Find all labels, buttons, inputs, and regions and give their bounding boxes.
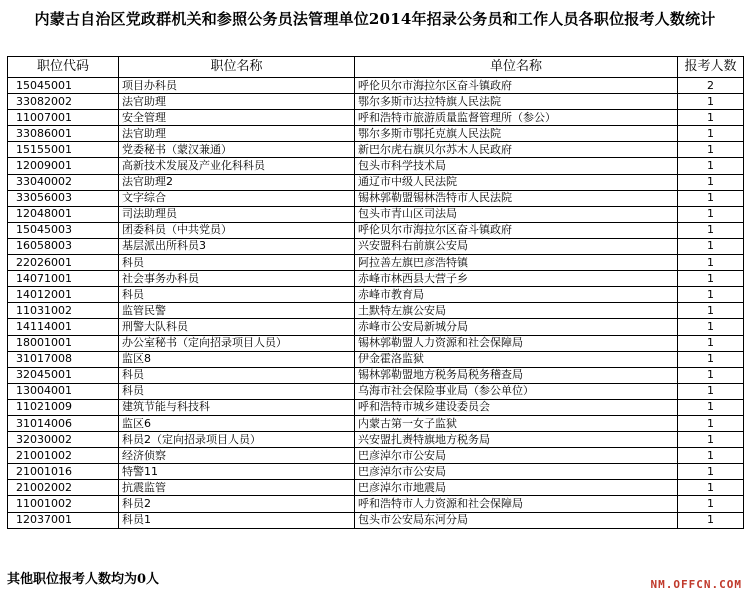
unit-name-cell: 鄂尔多斯市鄂托克旗人民法院 <box>355 126 678 142</box>
table-row <box>8 287 744 303</box>
header-applicant-count: 报考人数 <box>678 57 744 78</box>
unit-name-cell: 赤峰市林西县大营子乡 <box>355 271 678 287</box>
position-code-cell: 12009001 <box>8 158 119 174</box>
unit-name-cell: 呼和浩特市城乡建设委员会 <box>355 399 678 415</box>
position-name-cell: 法官助理 <box>119 94 355 110</box>
position-name-cell: 监区8 <box>119 351 355 367</box>
unit-name-cell: 内蒙古第一女子监狱 <box>355 415 678 431</box>
applicant-count-cell: 1 <box>678 303 744 319</box>
position-name-cell: 社会事务办科员 <box>119 271 355 287</box>
table-row <box>8 383 744 399</box>
table-row <box>8 335 744 351</box>
position-code-cell: 16058003 <box>8 238 119 254</box>
table-row <box>8 94 744 110</box>
position-code-cell: 14071001 <box>8 271 119 287</box>
position-name-cell: 科员2（定向招录项目人员） <box>119 432 355 448</box>
position-name-cell: 司法助理员 <box>119 206 355 222</box>
position-name-cell: 文字综合 <box>119 190 355 206</box>
position-name-cell: 团委科员（中共党员） <box>119 222 355 238</box>
applicant-count-cell: 1 <box>678 222 744 238</box>
position-name-cell: 科员1 <box>119 512 355 528</box>
site-watermark: NM.OFFCN.COM <box>650 578 742 591</box>
applicant-count-cell: 1 <box>678 110 744 126</box>
position-name-cell: 科员2 <box>119 496 355 512</box>
table-row <box>8 222 744 238</box>
position-code-cell: 11031002 <box>8 303 119 319</box>
position-name-cell: 项目办科员 <box>119 78 355 94</box>
position-name-cell: 安全管理 <box>119 110 355 126</box>
footer-note: 其他职位报考人数均为0人 <box>7 572 160 587</box>
position-name-cell: 基层派出所科员3 <box>119 238 355 254</box>
applicant-count-cell: 1 <box>678 287 744 303</box>
unit-name-cell: 赤峰市教育局 <box>355 287 678 303</box>
position-code-cell: 15155001 <box>8 142 119 158</box>
unit-name-cell: 巴彦淖尔市公安局 <box>355 448 678 464</box>
position-name-cell: 监管民警 <box>119 303 355 319</box>
table-row <box>8 464 744 480</box>
header-position-code: 职位代码 <box>8 57 119 78</box>
position-code-cell: 32045001 <box>8 367 119 383</box>
table-row <box>8 319 744 335</box>
unit-name-cell: 呼和浩特市旅游质量监督管理所（参公） <box>355 110 678 126</box>
position-name-cell: 科员 <box>119 367 355 383</box>
applicant-count-cell: 1 <box>678 158 744 174</box>
position-code-cell: 11001002 <box>8 496 119 512</box>
unit-name-cell: 伊金霍洛监狱 <box>355 351 678 367</box>
table-row <box>8 496 744 512</box>
position-name-cell: 监区6 <box>119 415 355 431</box>
applicant-count-cell: 2 <box>678 78 744 94</box>
unit-name-cell: 呼伦贝尔市海拉尔区奋斗镇政府 <box>355 78 678 94</box>
header-unit-name: 单位名称 <box>355 57 678 78</box>
table-row <box>8 238 744 254</box>
position-name-cell: 建筑节能与科技科 <box>119 399 355 415</box>
applicant-count-cell: 1 <box>678 190 744 206</box>
position-code-cell: 18001001 <box>8 335 119 351</box>
position-code-cell: 33040002 <box>8 174 119 190</box>
applicant-count-cell: 1 <box>678 335 744 351</box>
position-name-cell: 高新技术发展及产业化科科员 <box>119 158 355 174</box>
position-code-cell: 33056003 <box>8 190 119 206</box>
position-code-cell: 13004001 <box>8 383 119 399</box>
unit-name-cell: 包头市公安局东河分局 <box>355 512 678 528</box>
position-code-cell: 11021009 <box>8 399 119 415</box>
position-name-cell: 党委秘书（蒙汉兼通） <box>119 142 355 158</box>
table-row <box>8 303 744 319</box>
applicant-count-cell: 1 <box>678 255 744 271</box>
table-row <box>8 399 744 415</box>
position-code-cell: 21001002 <box>8 448 119 464</box>
table-row <box>8 415 744 431</box>
position-name-cell: 法官助理2 <box>119 174 355 190</box>
table-row <box>8 142 744 158</box>
applicant-count-cell: 1 <box>678 319 744 335</box>
position-code-cell: 14012001 <box>8 287 119 303</box>
table-row <box>8 271 744 287</box>
applicant-count-cell: 1 <box>678 238 744 254</box>
applicant-count-cell: 1 <box>678 448 744 464</box>
position-name-cell: 办公室秘书（定向招录项目人员） <box>119 335 355 351</box>
table-row <box>8 174 744 190</box>
position-code-cell: 21001016 <box>8 464 119 480</box>
unit-name-cell: 巴彦淖尔市地震局 <box>355 480 678 496</box>
unit-name-cell: 新巴尔虎右旗贝尔苏木人民政府 <box>355 142 678 158</box>
applicant-count-cell: 1 <box>678 512 744 528</box>
applicant-count-table <box>7 56 744 529</box>
position-code-cell: 15045001 <box>8 78 119 94</box>
unit-name-cell: 鄂尔多斯市达拉特旗人民法院 <box>355 94 678 110</box>
position-name-cell: 科员 <box>119 383 355 399</box>
position-name-cell: 刑警大队科员 <box>119 319 355 335</box>
table-row <box>8 255 744 271</box>
unit-name-cell: 土默特左旗公安局 <box>355 303 678 319</box>
position-name-cell: 特警11 <box>119 464 355 480</box>
position-code-cell: 32030002 <box>8 432 119 448</box>
position-name-cell: 科员 <box>119 255 355 271</box>
table-row <box>8 126 744 142</box>
unit-name-cell: 巴彦淖尔市公安局 <box>355 464 678 480</box>
position-name-cell: 科员 <box>119 287 355 303</box>
unit-name-cell: 包头市青山区司法局 <box>355 206 678 222</box>
table-row <box>8 351 744 367</box>
position-code-cell: 11007001 <box>8 110 119 126</box>
unit-name-cell: 通辽市中级人民法院 <box>355 174 678 190</box>
position-code-cell: 31014006 <box>8 415 119 431</box>
unit-name-cell: 锡林郭勒盟锡林浩特市人民法院 <box>355 190 678 206</box>
applicant-count-cell: 1 <box>678 367 744 383</box>
applicant-count-cell: 1 <box>678 496 744 512</box>
table-row <box>8 512 744 528</box>
unit-name-cell: 乌海市社会保险事业局（参公单位） <box>355 383 678 399</box>
position-code-cell: 33082002 <box>8 94 119 110</box>
position-name-cell: 经济侦察 <box>119 448 355 464</box>
table-row <box>8 158 744 174</box>
applicant-count-cell: 1 <box>678 415 744 431</box>
table-body <box>8 78 744 529</box>
unit-name-cell: 兴安盟科右前旗公安局 <box>355 238 678 254</box>
table-row <box>8 78 744 94</box>
applicant-count-cell: 1 <box>678 480 744 496</box>
position-code-cell: 15045003 <box>8 222 119 238</box>
page-title: 内蒙古自治区党政群机关和参照公务员法管理单位2014年招录公务员和工作人员各职位报考人数统计 <box>34 10 716 28</box>
applicant-count-cell: 1 <box>678 351 744 367</box>
table-row <box>8 110 744 126</box>
table-row <box>8 367 744 383</box>
table-row <box>8 480 744 496</box>
unit-name-cell: 呼伦贝尔市海拉尔区奋斗镇政府 <box>355 222 678 238</box>
unit-name-cell: 锡林郭勒盟人力资源和社会保障局 <box>355 335 678 351</box>
table-row <box>8 190 744 206</box>
position-code-cell: 22026001 <box>8 255 119 271</box>
unit-name-cell: 阿拉善左旗巴彦浩特镇 <box>355 255 678 271</box>
applicant-count-cell: 1 <box>678 383 744 399</box>
applicant-count-cell: 1 <box>678 174 744 190</box>
position-code-cell: 14114001 <box>8 319 119 335</box>
position-code-cell: 31017008 <box>8 351 119 367</box>
table-row <box>8 448 744 464</box>
applicant-count-cell: 1 <box>678 94 744 110</box>
position-name-cell: 抗震监管 <box>119 480 355 496</box>
applicant-count-cell: 1 <box>678 399 744 415</box>
header-position-name: 职位名称 <box>119 57 355 78</box>
applicant-count-cell: 1 <box>678 271 744 287</box>
table-header-row <box>8 57 744 78</box>
applicant-count-cell: 1 <box>678 206 744 222</box>
unit-name-cell: 兴安盟扎赉特旗地方税务局 <box>355 432 678 448</box>
unit-name-cell: 包头市科学技术局 <box>355 158 678 174</box>
unit-name-cell: 呼和浩特市人力资源和社会保障局 <box>355 496 678 512</box>
position-code-cell: 33086001 <box>8 126 119 142</box>
applicant-count-cell: 1 <box>678 432 744 448</box>
position-name-cell: 法官助理 <box>119 126 355 142</box>
position-code-cell: 12048001 <box>8 206 119 222</box>
applicant-count-cell: 1 <box>678 464 744 480</box>
unit-name-cell: 锡林郭勒盟地方税务局税务稽查局 <box>355 367 678 383</box>
applicant-count-cell: 1 <box>678 126 744 142</box>
position-code-cell: 12037001 <box>8 512 119 528</box>
applicant-count-cell: 1 <box>678 142 744 158</box>
position-code-cell: 21002002 <box>8 480 119 496</box>
unit-name-cell: 赤峰市公安局新城分局 <box>355 319 678 335</box>
table-row <box>8 432 744 448</box>
table-row <box>8 206 744 222</box>
